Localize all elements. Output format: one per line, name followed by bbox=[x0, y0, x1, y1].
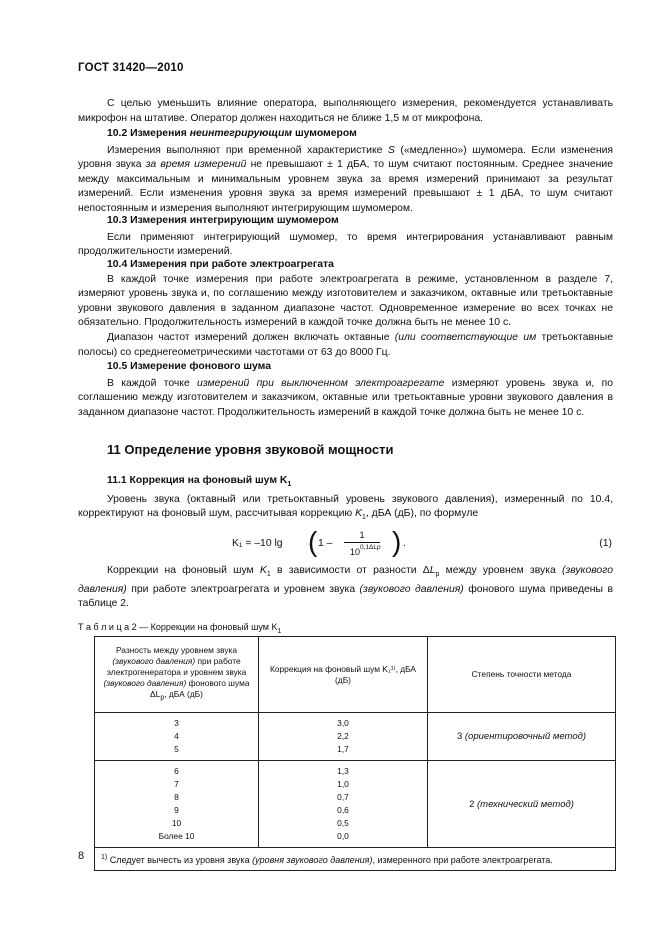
paragraph-10-4: В каждой точке измерения при работе электроагрегата в режиме, установленном в разделе 7, измеряют уровень звука и, по соглашению между изготовителем и заказчиком, октавные или третьоктавные уровни звукового давления в заданном диапазоне частот. Одновременное измерение во всех точках не обязательно. Продолжительность измерений в каждой точке должна быть не менее 10 с. bbox=[78, 273, 613, 329]
table-footnote: $^{1)}$ Следует вычесть из уровня звука (уровня звукового давления), измеренного при работе электроагрегата. bbox=[95, 848, 616, 871]
formula-1: K₁ = –10 lg ( 1 – 1 $10^{0,1\Delta Lp}$ ) . (1) bbox=[232, 526, 612, 557]
paragraph-10-2: Измерения выполняют при временной характеристике S («медленно») шумомера. Если изменения уровня звука за время измерений не превышают ± 1 дБА, то шум считают постоянным. Среднее значение между максимальным и минимальным уровнем звука за время измерений принимают за результат измерений. Если изменения уровня звука за время измерений превышают ± 1 дБА, то шум считают непостоянным и измерения выполняют интегрирующим шумомером. bbox=[78, 144, 613, 214]
table-row-group-1 bbox=[95, 713, 616, 761]
formula-number: (1) bbox=[599, 538, 612, 549]
section-10-2 bbox=[78, 127, 613, 217]
heading-10-3: 10.3 Измерения интегрирующим шумомером bbox=[107, 215, 339, 226]
section-10-4 bbox=[78, 258, 613, 360]
heading-10-4: 10.4 Измерения при работе электроагрегата bbox=[107, 259, 334, 270]
formula-paren-open: ( bbox=[308, 526, 318, 557]
correction-table bbox=[94, 636, 616, 871]
section-11-1 bbox=[78, 474, 613, 526]
table-caption: Т а б л и ц а 2 — Коррекции на фоновый шум $K_1$ bbox=[78, 622, 282, 635]
paragraph-frequency-range: Диапазон частот измерений должен включать октавные (или соответствующие им третьоктавные полосы) со среднегеометрическими частотами от 63 до 8000 Гц. bbox=[78, 331, 613, 358]
table-cell-diff-group-2: 6 7 8 9 10 Более 10 bbox=[95, 761, 259, 848]
section-10-5 bbox=[78, 360, 613, 420]
page-number: 8 bbox=[78, 850, 85, 862]
paragraph-10-3: Если применяют интегрирующий шумомер, то время интегрирования устанавливают равным продолжительности измерений. bbox=[78, 231, 613, 258]
table-cell-accuracy-group-2: 2 (технический метод) bbox=[428, 761, 616, 848]
table-row-group-2 bbox=[95, 761, 616, 848]
table-header-difference: Разность между уровнем звука (звукового давления) при работе электрогенератора и уровнем звука (звукового давления) фонового шума $\Delta L_p$, дБА (дБ) bbox=[95, 637, 259, 713]
heading-10-5: 10.5 Измерение фонового шума bbox=[107, 361, 271, 372]
paragraph-10-5: В каждой точке измерений при выключенном электроагрегате измеряют уровень звука и, по соглашению между изготовителем и заказчиком, октавные или третьоктавные уровни звукового давления в заданном диапазоне частот. Продолжительность измерений в каждой точке должна быть не менее 10 с. bbox=[78, 377, 613, 418]
paragraph-intro: С целью уменьшить влияние оператора, выполняющего измерения, рекомендуется устанавливать микрофон на штативе. Оператор должен находиться не ближе 1,5 м от микрофона. bbox=[78, 98, 613, 124]
formula-denominator: $10^{0,1\Delta Lp}$ bbox=[350, 544, 381, 557]
formula-one: 1 – bbox=[318, 538, 333, 549]
document-header: ГОСТ 31420—2010 bbox=[78, 62, 184, 74]
formula-numerator: 1 bbox=[359, 530, 365, 540]
table-footnote-row bbox=[95, 848, 616, 871]
formula-lhs: K₁ = –10 lg bbox=[232, 538, 283, 549]
table-cell-accuracy-group-1: 3 (ориентировочный метод) bbox=[428, 713, 616, 761]
paragraph-corrections: Коррекции на фоновый шум $K_1$ в зависимости от разности $\Delta L_p$ между уровнем звука (звукового давления) при работе электроагрегата и уровнем звука (звукового давления) фонового шума приведены в таблице 2. bbox=[78, 565, 613, 610]
table-cell-corr-group-1: 3,0 2,2 1,7 bbox=[259, 713, 428, 761]
heading-10-2: 10.2 Измерения неинтегрирующим шумомером bbox=[107, 128, 357, 139]
paragraph-11-1: Уровень звука (октавный или третьоктавный уровень звукового давления), измеренный по 10.4, корректируют на фоновый шум, рассчитывая коррекцию $K_1$, дБА (дБ), по формуле bbox=[78, 493, 613, 522]
heading-11-1: 11.1 Коррекция на фоновый шум $K_1$ bbox=[107, 475, 292, 489]
section-10-3 bbox=[78, 214, 613, 260]
formula-paren-close: ) bbox=[392, 526, 402, 557]
formula-fraction-bar bbox=[344, 542, 380, 543]
table-header-correction: Коррекция на фоновый шум K₁¹⁾, дБА (дБ) bbox=[259, 637, 428, 713]
table-header-accuracy: Степень точности метода bbox=[428, 637, 616, 713]
table-cell-corr-group-2: 1,3 1,0 0,7 0,6 0,5 0,0 bbox=[259, 761, 428, 848]
table-cell-diff-group-1: 3 4 5 bbox=[95, 713, 259, 761]
section-11-title: 11 Определение уровня звуковой мощности bbox=[107, 442, 394, 457]
